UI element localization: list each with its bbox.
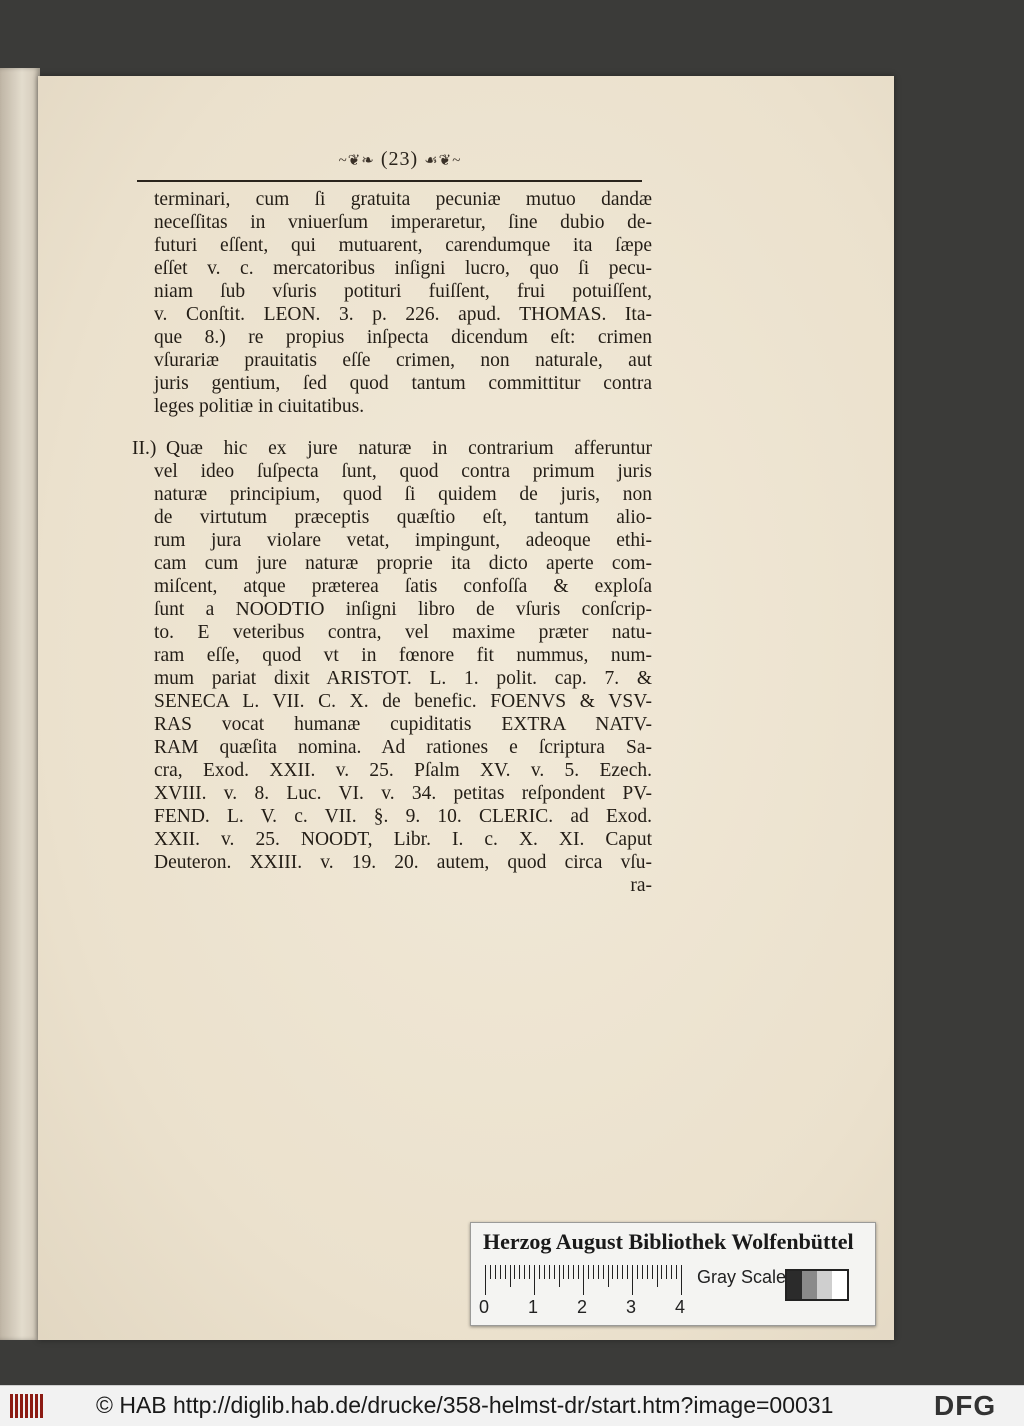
text-line: cam cum jure naturæ proprie ita dicto aperte com- — [154, 553, 652, 574]
text-line: to. E veteribus contra, vel maxime præter natu- — [154, 622, 652, 643]
ruler-tick — [647, 1265, 648, 1279]
page-number: (23) — [380, 148, 419, 170]
ruler-tick — [500, 1265, 501, 1279]
text-line: vſurariæ prauitatis eſſe crimen, non naturale, aut — [154, 350, 652, 371]
ruler-number: 3 — [626, 1297, 637, 1317]
gray-scale-swatch — [785, 1269, 849, 1301]
text-line: RAM quæſita nomina. Ad rationes e ſcriptura Sa- — [154, 737, 652, 758]
catchword: ra- — [630, 875, 652, 896]
text-line: de virtutum præceptis quæſtio eſt, tantum alio- — [154, 507, 652, 528]
paragraph-1 — [132, 188, 652, 418]
ruler-tick — [612, 1265, 613, 1279]
text-line: ſunt a NOODTIO inſigni libro de vſuris conſcrip- — [154, 599, 652, 620]
ruler-tick — [505, 1265, 506, 1279]
ruler-tick — [539, 1265, 540, 1279]
ruler-scale — [485, 1265, 685, 1295]
ruler-tick — [554, 1265, 555, 1279]
gray-swatch-cell — [802, 1271, 817, 1299]
ruler-tick — [573, 1265, 574, 1279]
ruler-tick — [671, 1265, 672, 1279]
page-body — [132, 188, 652, 897]
dfg-logo: DFG — [934, 1390, 997, 1421]
ruler-tick — [529, 1265, 530, 1279]
ruler-tick — [534, 1265, 535, 1295]
text-line: que 8.) re propius inſpecta dicendum eſt: crimen — [154, 327, 652, 348]
footer-copyright-url[interactable]: © HAB http://diglib.hab.de/drucke/358-helmst-dr/start.htm?image=00031 — [96, 1392, 834, 1418]
ruler-tick — [642, 1265, 643, 1279]
text-line: juris gentium, ſed quod tantum committitur contra — [154, 373, 652, 394]
ruler-tick — [637, 1265, 638, 1279]
ruler-tick — [563, 1265, 564, 1279]
ruler-tick — [490, 1265, 491, 1279]
gray-swatch-cell — [787, 1271, 802, 1299]
header-rule — [137, 180, 642, 182]
ruler-numbers — [479, 1297, 699, 1319]
paragraph-2 — [132, 437, 652, 897]
ruler-tick — [598, 1265, 599, 1279]
ruler-tick — [632, 1265, 633, 1295]
gray-swatch-cell — [832, 1271, 847, 1299]
ruler-tick — [524, 1265, 525, 1279]
text-line: Deuteron. XXIII. v. 19. 20. autem, quod circa vſu- — [154, 852, 652, 873]
text-line: FEND. L. V. c. VII. §. 9. 10. CLERIC. ad Exod. — [154, 806, 652, 827]
ruler-tick — [593, 1265, 594, 1279]
ruler-tick — [510, 1265, 511, 1287]
ruler-tick — [603, 1265, 604, 1279]
text-line: SENECA L. VII. C. X. de benefic. FOENVS & VSV- — [154, 691, 652, 712]
text-line: Quæ hic ex jure naturæ in contrarium afferuntur — [166, 438, 652, 459]
ruler-tick — [514, 1265, 515, 1279]
gray-swatch-cell — [817, 1271, 832, 1299]
ruler-tick — [676, 1265, 677, 1279]
text-line-first — [132, 437, 652, 460]
text-line: ram eſſe, quod vt in fœnore fit nummus, num- — [154, 645, 652, 666]
text-line: mum pariat dixit ARISTOT. L. 1. polit. cap. 7. & — [154, 668, 652, 689]
text-line: miſcent, atque præterea ſatis confoſſa & exploſa — [154, 576, 652, 597]
ruler-tick — [652, 1265, 653, 1279]
adjacent-page-edge — [0, 68, 40, 1340]
ruler-tick — [588, 1265, 589, 1279]
gray-scale-label: Gray Scale — [697, 1267, 787, 1287]
ruler-tick — [583, 1265, 584, 1295]
ornament-right-icon: ☙❦~ — [424, 153, 462, 169]
text-line: RAS vocat humanæ cupiditatis EXTRA NATV- — [154, 714, 652, 735]
text-line: eſſet v. c. mercatoribus inſigni lucro, quo ſi pecu- — [154, 258, 652, 279]
text-line: naturæ principium, quod ſi quidem de juris, non — [154, 484, 652, 505]
text-line: rum jura violare vetat, impingunt, adeoque ethi- — [154, 530, 652, 551]
text-line: vel ideo ſuſpecta ſunt, quod contra primum juris — [154, 461, 652, 482]
ruler-tick — [544, 1265, 545, 1279]
ruler-tick — [578, 1265, 579, 1279]
ruler-tick — [627, 1265, 628, 1279]
ornament-left-icon: ~❦❧ — [338, 153, 375, 169]
ruler-tick — [617, 1265, 618, 1279]
text-line: terminari, cum ſi gratuita pecuniæ mutuo dandæ — [154, 189, 652, 210]
ruler-tick — [559, 1265, 560, 1287]
text-line: niam ſub vſuris potituri fuiſſent, frui potuiſſent, — [154, 281, 652, 302]
ruler-tick — [519, 1265, 520, 1279]
ruler-tick — [485, 1265, 486, 1295]
ruler-tick — [657, 1265, 658, 1287]
page-header — [310, 148, 490, 171]
text-line: v. Conſtit. LEON. 3. p. 226. apud. THOMAS. Ita- — [154, 304, 652, 325]
library-name: Herzog August Bibliothek Wolfenbüttel — [483, 1229, 854, 1254]
text-line: leges politiæ in ciuitatibus. — [154, 396, 365, 417]
ruler-tick — [666, 1265, 667, 1279]
text-line: XVIII. v. 8. Luc. VI. v. 34. petitas reſpondent PV- — [154, 783, 652, 804]
text-line: XXII. v. 25. NOODT, Libr. I. c. X. XI. Caput — [154, 829, 652, 850]
ruler-number: 1 — [528, 1297, 539, 1317]
ruler-number: 0 — [479, 1297, 490, 1317]
text-line: futuri eſſent, qui mutuarent, carendumque ita ſæpe — [154, 235, 652, 256]
hab-logo-icon — [10, 1394, 46, 1418]
library-color-card — [470, 1222, 876, 1326]
ruler-tick — [622, 1265, 623, 1279]
ruler-number: 2 — [577, 1297, 588, 1317]
ruler-tick — [681, 1265, 682, 1295]
ruler-tick — [495, 1265, 496, 1279]
ruler-tick — [549, 1265, 550, 1279]
text-line: cra, Exod. XXII. v. 25. Pſalm XV. v. 5. Ezech. — [154, 760, 652, 781]
ruler-tick — [568, 1265, 569, 1279]
ruler-tick — [661, 1265, 662, 1279]
text-line: neceſſitas in vniuerſum imperaretur, ſine dubio de- — [154, 212, 652, 233]
ruler-tick — [608, 1265, 609, 1287]
footer-bar — [0, 1385, 1024, 1426]
section-number: II.) — [132, 438, 157, 459]
ruler-number: 4 — [675, 1297, 686, 1317]
